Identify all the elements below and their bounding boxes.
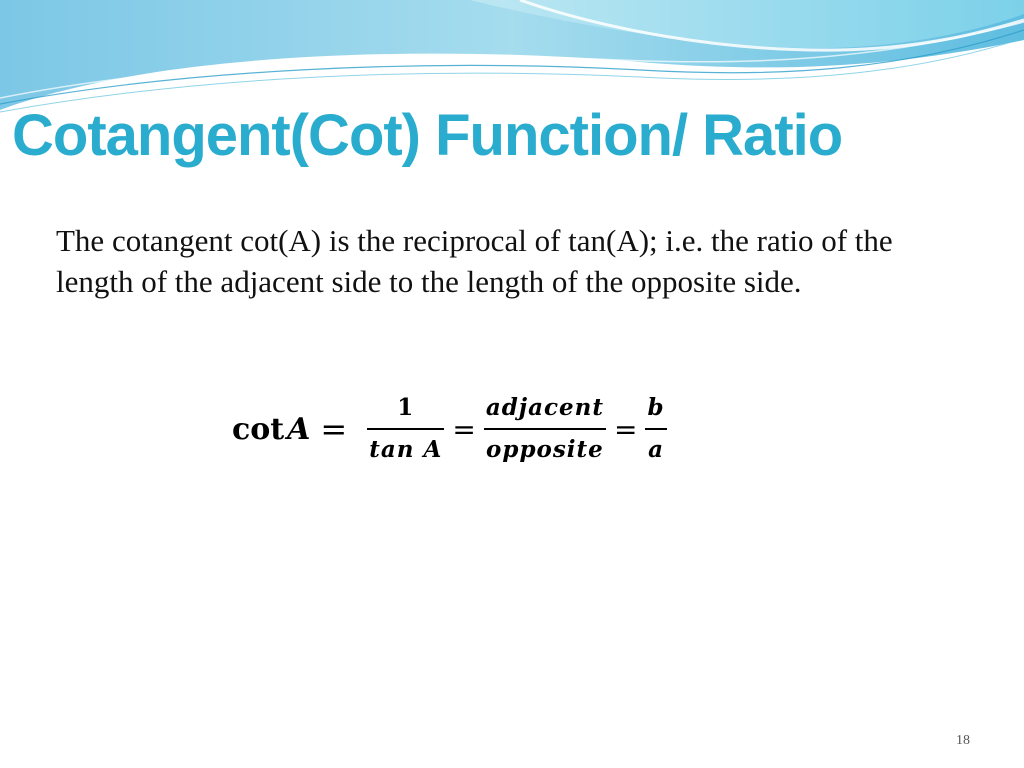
slide-title: Cotangent(Cot) Function/ Ratio <box>12 103 843 168</box>
fraction-denominator: tan A <box>369 436 443 463</box>
body-paragraph: The cotangent cot(A) is the reciprocal of tan(A); i.e. the ratio of the length of the adjacent side to the length of the opposite side. <box>56 223 893 299</box>
equals-sign: = <box>320 410 348 448</box>
fraction-b-over-a <box>645 394 666 464</box>
cot-function-label: cot <box>232 411 285 447</box>
fraction-numerator: 1 <box>397 394 415 421</box>
variable-a: A <box>287 411 311 447</box>
cot-formula <box>232 386 667 472</box>
page-number: 18 <box>956 733 970 748</box>
fraction-numerator: b <box>647 394 665 421</box>
fraction-adjacent-over-opposite <box>484 394 606 464</box>
fraction-denominator: a <box>648 436 664 463</box>
fraction-one-over-tan <box>367 394 444 464</box>
equals-sign: = <box>614 412 638 446</box>
fraction-numerator: adjacent <box>485 394 605 421</box>
fraction-denominator: opposite <box>486 436 604 463</box>
formula-lhs <box>232 412 310 447</box>
equals-sign: = <box>452 412 476 446</box>
